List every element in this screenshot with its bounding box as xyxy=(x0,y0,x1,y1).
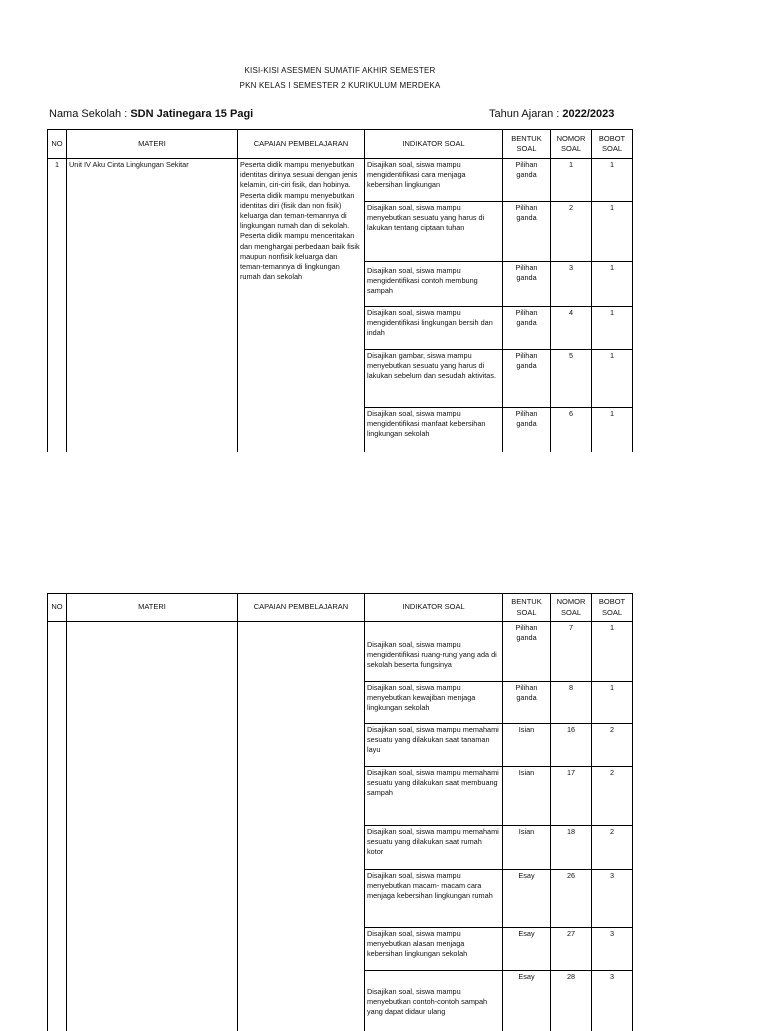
row-indikator: Disajikan soal, siswa mampu menyebutkan contoh-contoh sampah yang dapat didaur ulang xyxy=(365,971,503,1031)
row-bobot: 1 xyxy=(592,622,633,682)
row-nomor: 17 xyxy=(551,767,592,826)
row-bobot: 3 xyxy=(592,928,633,971)
col-header-materi: MATERI xyxy=(67,594,238,622)
row-bentuk: Pilihan ganda xyxy=(503,408,551,452)
row-bentuk: Isian xyxy=(503,826,551,870)
row-indikator: Disajikan soal, siswa mampu memahami sesuatu yang dilakukan saat membuang sampah xyxy=(365,767,503,826)
row-nomor: 28 xyxy=(551,971,592,1031)
row-bobot: 2 xyxy=(592,767,633,826)
row-capaian-empty xyxy=(238,622,365,1031)
row-bobot: 1 xyxy=(592,307,633,350)
row-bobot: 3 xyxy=(592,870,633,928)
row-indikator: Disajikan soal, siswa mampu memahami sesuatu yang dilakukan saat rumah kotor xyxy=(365,826,503,870)
row-no-empty xyxy=(48,622,67,1031)
kisi-table-1 xyxy=(47,129,633,452)
table-header-row xyxy=(48,130,633,159)
row-bentuk: Pilihan ganda xyxy=(503,350,551,408)
row-no: 1 xyxy=(48,159,67,452)
table-row xyxy=(48,159,633,202)
row-nomor: 18 xyxy=(551,826,592,870)
row-indikator: Disajikan soal, siswa mampu mengidentifikasi lingkungan bersih dan indah xyxy=(365,307,503,350)
col-header-bobot: BOBOT SOAL xyxy=(592,594,633,622)
kisi-table-2 xyxy=(47,593,633,1031)
row-nomor: 1 xyxy=(551,159,592,202)
row-nomor: 2 xyxy=(551,202,592,262)
row-indikator: Disajikan gambar, siswa mampu menyebutkan sesuatu yang harus di lakukan sebelum dan sesudah aktivitas. xyxy=(365,350,503,408)
row-nomor: 8 xyxy=(551,682,592,724)
col-header-bentuk: BENTUK SOAL xyxy=(503,594,551,622)
row-materi-empty xyxy=(67,622,238,1031)
row-bentuk: Pilihan ganda xyxy=(503,262,551,307)
row-bobot: 1 xyxy=(592,682,633,724)
year-info xyxy=(489,108,614,120)
row-bentuk: Pilihan ganda xyxy=(503,622,551,682)
col-header-bobot: BOBOT SOAL xyxy=(592,130,633,159)
col-header-materi: MATERI xyxy=(67,130,238,159)
row-bentuk: Esay xyxy=(503,971,551,1031)
col-header-capaian: CAPAIAN PEMBELAJARAN xyxy=(238,594,365,622)
row-nomor: 3 xyxy=(551,262,592,307)
row-bentuk: Pilihan ganda xyxy=(503,682,551,724)
document-title-line1: KISI-KISI ASESMEN SUMATIF AKHIR SEMESTER xyxy=(244,66,436,75)
row-nomor: 16 xyxy=(551,724,592,767)
row-bentuk: Esay xyxy=(503,870,551,928)
row-bobot: 2 xyxy=(592,724,633,767)
table-header-row xyxy=(48,594,633,622)
row-indikator: Disajikan soal, siswa mampu menyebutkan sesuatu yang harus di lakukan tentang ciptaan tuhan xyxy=(365,202,503,262)
year-label: Tahun Ajaran : xyxy=(489,108,560,120)
school-label: Nama Sekolah : xyxy=(49,108,128,120)
col-header-no: NO xyxy=(48,594,67,622)
row-indikator: Disajikan soal, siswa mampu mengidentifikasi ruang-rung yang ada di sekolah beserta fungsinya xyxy=(365,622,503,682)
row-bentuk: Pilihan ganda xyxy=(503,159,551,202)
row-nomor: 26 xyxy=(551,870,592,928)
row-bobot: 1 xyxy=(592,202,633,262)
row-bentuk: Isian xyxy=(503,724,551,767)
row-indikator: Disajikan soal, siswa mampu mengidentifikasi manfaat kebersihan lingkungan sekolah xyxy=(365,408,503,452)
school-info xyxy=(49,108,253,120)
col-header-indikator: INDIKATOR SOAL xyxy=(365,130,503,159)
row-indikator: Disajikan soal, siswa mampu menyebutkan alasan menjaga kebersihan lingkungan sekolah xyxy=(365,928,503,971)
col-header-capaian: CAPAIAN PEMBELAJARAN xyxy=(238,130,365,159)
school-value: SDN Jatinegara 15 Pagi xyxy=(130,108,254,120)
year-value: 2022/2023 xyxy=(562,108,615,120)
row-bobot: 3 xyxy=(592,971,633,1031)
row-bentuk: Esay xyxy=(503,928,551,971)
row-bentuk: Pilihan ganda xyxy=(503,307,551,350)
row-indikator: Disajikan soal, siswa mampu mengidentifikasi cara menjaga kebersihan lingkungan xyxy=(365,159,503,202)
row-indikator: Disajikan soal, siswa mampu menyebutkan kewajiban menjaga lingkungan sekolah xyxy=(365,682,503,724)
row-indikator: Disajikan soal, siswa mampu mengidentifikasi contoh membung sampah xyxy=(365,262,503,307)
row-materi: Unit IV Aku Cinta Lingkungan Sekitar xyxy=(67,159,238,452)
row-bobot: 1 xyxy=(592,262,633,307)
row-bobot: 1 xyxy=(592,159,633,202)
row-nomor: 5 xyxy=(551,350,592,408)
row-bentuk: Pilihan ganda xyxy=(503,202,551,262)
row-bobot: 1 xyxy=(592,408,633,452)
row-indikator: Disajikan soal, siswa mampu memahami sesuatu yang dilakukan saat tanaman layu xyxy=(365,724,503,767)
row-capaian: Peserta didik mampu menyebutkan identitas dirinya sesuai dengan jenis kelamin, ciri-ciri fisik, dan hobinya. Peserta didik mampu menyebutkan identitas diri (fisik dan non fisik) keluarga dan teman-temannya di lingkungan rumah dan di sekolah. Peserta didik mampu menceritakan dan menghargai perbedaan baik fisik maupun nonfisik keluarga dan teman-temannya di lingkungan rumah dan sekolah xyxy=(238,159,365,452)
row-nomor: 4 xyxy=(551,307,592,350)
col-header-nomor: NOMOR SOAL xyxy=(551,594,592,622)
table-row xyxy=(48,622,633,682)
row-bobot: 2 xyxy=(592,826,633,870)
row-nomor: 6 xyxy=(551,408,592,452)
row-bentuk: Isian xyxy=(503,767,551,826)
col-header-indikator: INDIKATOR SOAL xyxy=(365,594,503,622)
col-header-bentuk: BENTUK SOAL xyxy=(503,130,551,159)
col-header-nomor: NOMOR SOAL xyxy=(551,130,592,159)
col-header-no: NO xyxy=(48,130,67,159)
row-nomor: 27 xyxy=(551,928,592,971)
document-title-line2: PKN KELAS I SEMESTER 2 KURIKULUM MERDEKA xyxy=(239,81,441,90)
row-nomor: 7 xyxy=(551,622,592,682)
row-indikator: Disajikan soal, siswa mampu menyebutkan macam- macam cara menjaga kebersihan lingkungan rumah xyxy=(365,870,503,928)
row-bobot: 1 xyxy=(592,350,633,408)
